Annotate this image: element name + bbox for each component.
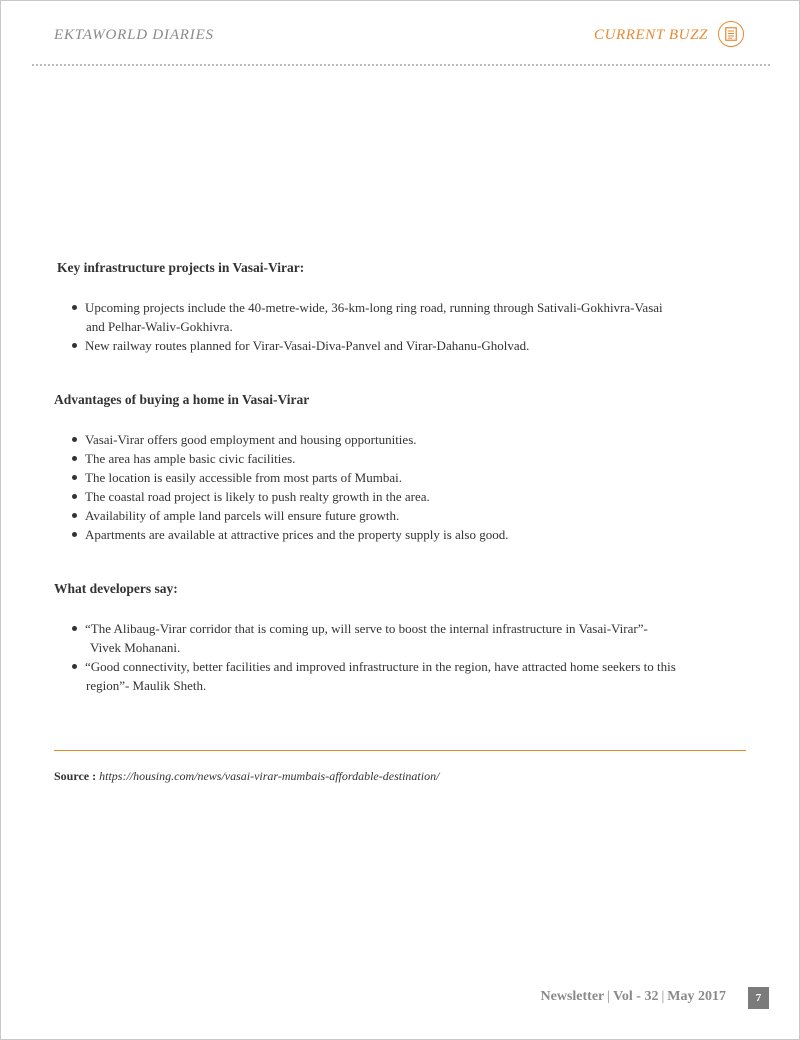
document-icon xyxy=(718,21,744,47)
source-citation xyxy=(54,769,439,784)
page-number: 7 xyxy=(748,987,769,1009)
list-item: The coastal road project is likely to push realty growth in the area. xyxy=(72,487,732,506)
section-divider xyxy=(54,750,746,751)
list-item-text: “Good connectivity, better facilities and improved infrastructure in the region, have attracted home seekers to this xyxy=(85,659,676,674)
list-item: The location is easily accessible from most parts of Mumbai. xyxy=(72,468,732,487)
infrastructure-list xyxy=(72,298,732,355)
source-label: Source : xyxy=(54,769,97,783)
separator: | xyxy=(607,989,611,1004)
list-item-continuation: and Pelhar-Waliv-Gokhivra. xyxy=(86,319,233,334)
advantages-list xyxy=(72,430,732,544)
advantages-heading: Advantages of buying a home in Vasai-Virar xyxy=(54,392,310,407)
developers-list xyxy=(72,619,732,695)
header-divider xyxy=(32,64,770,66)
list-item: Availability of ample land parcels will ensure future growth. xyxy=(72,506,732,525)
list-item-continuation: region”- Maulik Sheth. xyxy=(86,678,207,693)
volume-label: Vol - 32 xyxy=(613,989,659,1004)
footer-info xyxy=(541,989,726,1005)
list-item: Apartments are available at attractive prices and the property supply is also good. xyxy=(72,525,732,544)
list-item: Vasai-Virar offers good employment and housing opportunities. xyxy=(72,430,732,449)
developers-heading: What developers say: xyxy=(54,581,178,596)
list-item-text: Upcoming projects include the 40-metre-wide, 36-km-long ring road, running through Sativali-Gokhivra-Vasai xyxy=(85,300,663,315)
source-link[interactable]: https://housing.com/news/vasai-virar-mumbais-affordable-destination/ xyxy=(99,769,440,783)
separator: | xyxy=(661,989,665,1004)
list-item xyxy=(72,298,732,336)
list-item: The area has ample basic civic facilities. xyxy=(72,449,732,468)
list-item xyxy=(72,657,732,695)
brand-title: EKTAWORLD DIARIES xyxy=(54,27,214,43)
list-item-continuation: Vivek Mohanani. xyxy=(90,640,181,655)
section-tag: CURRENT BUZZ xyxy=(593,27,708,43)
infrastructure-heading: Key infrastructure projects in Vasai-Virar: xyxy=(57,260,305,275)
list-item-text: New railway routes planned for Virar-Vasai-Diva-Panvel and Virar-Dahanu-Gholvad. xyxy=(85,338,530,353)
list-item xyxy=(72,619,732,657)
list-item xyxy=(72,336,732,355)
list-item-text: “The Alibaug-Virar corridor that is coming up, will serve to boost the internal infrastructure in Vasai-Virar”- xyxy=(85,621,648,636)
newsletter-label: Newsletter xyxy=(540,989,605,1004)
date-label: May 2017 xyxy=(667,989,726,1004)
